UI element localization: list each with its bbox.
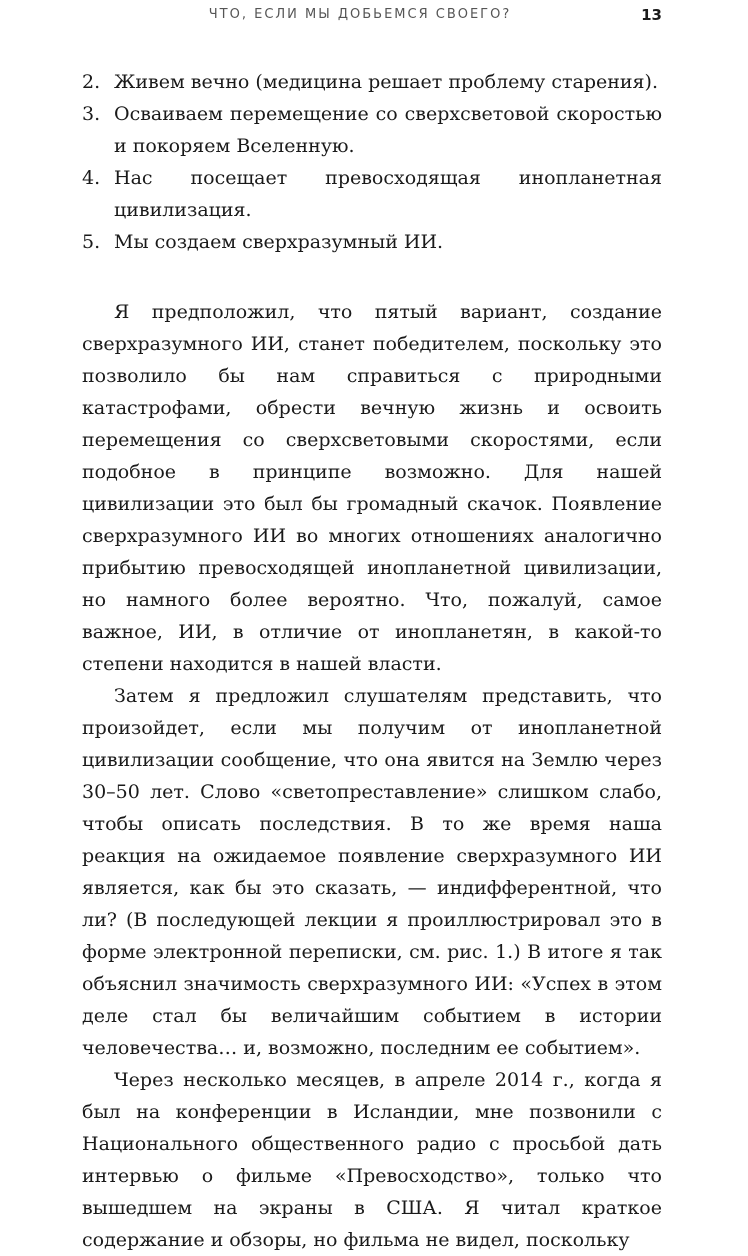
list-item [82, 98, 662, 162]
page-header [0, 6, 748, 28]
page-number: 13 [641, 6, 662, 24]
list-item-text: Осваиваем перемещение со сверхсветовой скоростью и покоряем Вселенную. [114, 103, 662, 157]
list-item [82, 226, 662, 258]
running-title: ЧТО, ЕСЛИ МЫ ДОБЬЕМСЯ СВОЕГО? [208, 7, 512, 22]
body-paragraph: Затем я предложил слушателям представить, что произойдет, если мы получим от инопланетной цивилизации сообщение, что она явится на Землю через 30–50 лет. Слово «светопреставление» слишком слабо, чтобы описать последствия. В то же время наша реакция на ожидаемое появление сверхразумного ИИ является, как бы это сказать, — индифферентной, что ли? (В последующей лекции я проиллюстрировал это в форме электронной переписки, см. рис. 1.) В итоге я так объяснил значимость сверхразумного ИИ: «Успех в этом деле стал бы величайшим событием в истории человечества… и, возможно, последним ее событием». [82, 685, 662, 1059]
body-paragraph: Я предположил, что пятый вариант, создание сверхразумного ИИ, станет победителем, поскольку это позволило бы нам справиться с природными катастрофами, обрести вечную жизнь и освоить перемещения со сверхсветовыми скоростями, если подобное в принципе возможно. Для нашей цивилизации это был бы громадный скачок. Появление сверхразумного ИИ во многих отношениях аналогично прибытию превосходящей инопланетной цивилизации, но намного более вероятно. Что, пожалуй, самое важное, ИИ, в отличие от инопланетян, в какой-то степени находится в нашей власти. [82, 301, 662, 675]
list-item [82, 66, 662, 98]
list-item-text: Живем вечно (медицина решает проблему старения). [114, 71, 658, 93]
list-item-text: Мы создаем сверхразумный ИИ. [114, 231, 444, 253]
body-paragraph: Через несколько месяцев, в апреле 2014 г., когда я был на конференции в Исландии, мне позвонили с Национального общественного радио с просьбой дать интервью о фильме «Превосходство», только что вышедшем на экраны в США. Я читал краткое содержание и обзоры, но фильма не видел, поскольку [82, 1069, 662, 1251]
list-item-text: Нас посещает превосходящая инопланетная цивилизация. [114, 167, 662, 221]
numbered-list [82, 66, 662, 258]
list-item-number: 4. [82, 167, 101, 189]
list-item-number: 5. [82, 231, 101, 253]
list-item-number: 3. [82, 103, 101, 125]
list-item [82, 162, 662, 226]
list-item-number: 2. [82, 71, 101, 93]
page-body [82, 66, 662, 1256]
